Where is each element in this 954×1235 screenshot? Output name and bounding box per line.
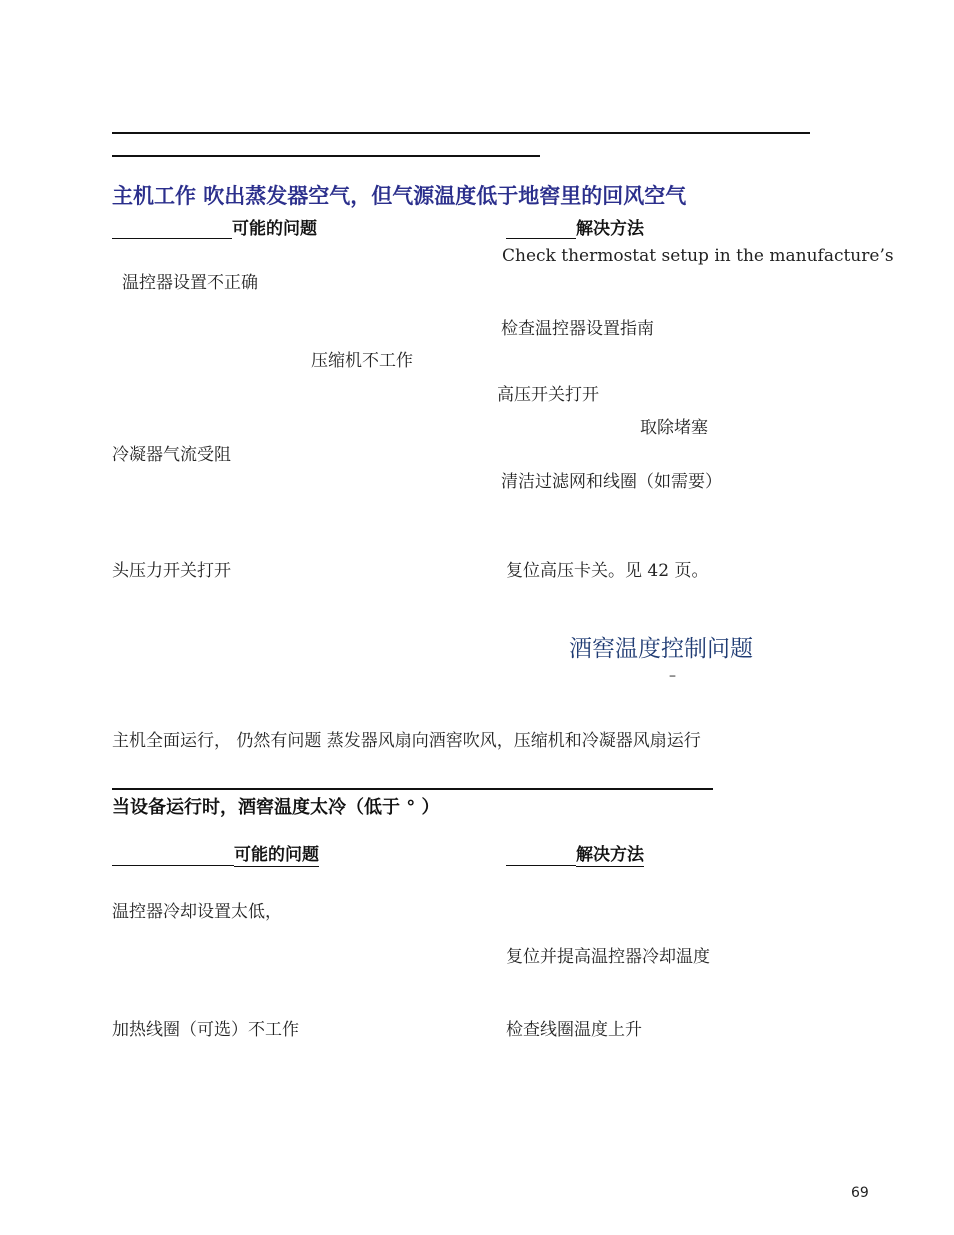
column-header-problem	[112, 214, 317, 239]
solution-text: 检查温控器设置指南	[501, 319, 654, 339]
problem-text: 加热线圈（可选）不工作	[112, 1020, 299, 1040]
solution-text: 复位并提高温控器冷却温度	[506, 947, 710, 967]
problem-text: 温控器设置不正确	[122, 273, 258, 293]
column-header-solution-label: 解决方法	[576, 219, 644, 239]
top-rule-long	[112, 132, 810, 134]
column-header-problem-label: 可能的问题	[234, 845, 319, 865]
status-line: 主机全面运行， 仍然有问题 蒸发器风扇向酒窖吹风，压缩机和冷凝器风扇运行	[112, 731, 701, 751]
problem-text: 冷凝器气流受阻	[112, 445, 231, 465]
header-underline	[112, 222, 232, 239]
solution-text: 复位高压卡关。见 42 页。	[506, 561, 709, 581]
solution-text-en: Check thermostat setup in the manufacture’s	[502, 246, 894, 266]
problem-text: 温控器冷却设置太低，	[112, 902, 282, 922]
section-heading: 主机工作 吹出蒸发器空气，但气源温度低于地窖里的回风空气	[112, 184, 687, 208]
section-rule	[112, 788, 713, 790]
solution-text: 取除堵塞	[640, 418, 708, 438]
sub-heading: 当设备运行时，酒窖温度太冷（低于 ° ）	[112, 797, 440, 818]
solution-text: 高压开关打开	[497, 385, 599, 405]
problem-text: 头压力开关打开	[112, 561, 231, 581]
page-number: 69	[851, 1185, 869, 1201]
section-title: 酒窖温度控制问题	[569, 636, 753, 662]
dash-mark: –	[669, 668, 676, 684]
top-rule-short	[112, 155, 540, 157]
column-header-solution-label: 解决方法	[576, 845, 644, 865]
column-header-problem-label: 可能的问题	[232, 219, 317, 239]
header-underline	[506, 222, 576, 239]
column-header-problem	[112, 840, 319, 866]
solution-text: 清洁过滤网和线圈（如需要）	[501, 472, 722, 492]
header-underline	[112, 849, 234, 866]
problem-text: 压缩机不工作	[311, 351, 413, 371]
header-underline	[506, 849, 576, 866]
column-header-solution	[506, 214, 644, 239]
column-header-solution	[506, 840, 644, 866]
solution-text: 检查线圈温度上升	[506, 1020, 642, 1040]
